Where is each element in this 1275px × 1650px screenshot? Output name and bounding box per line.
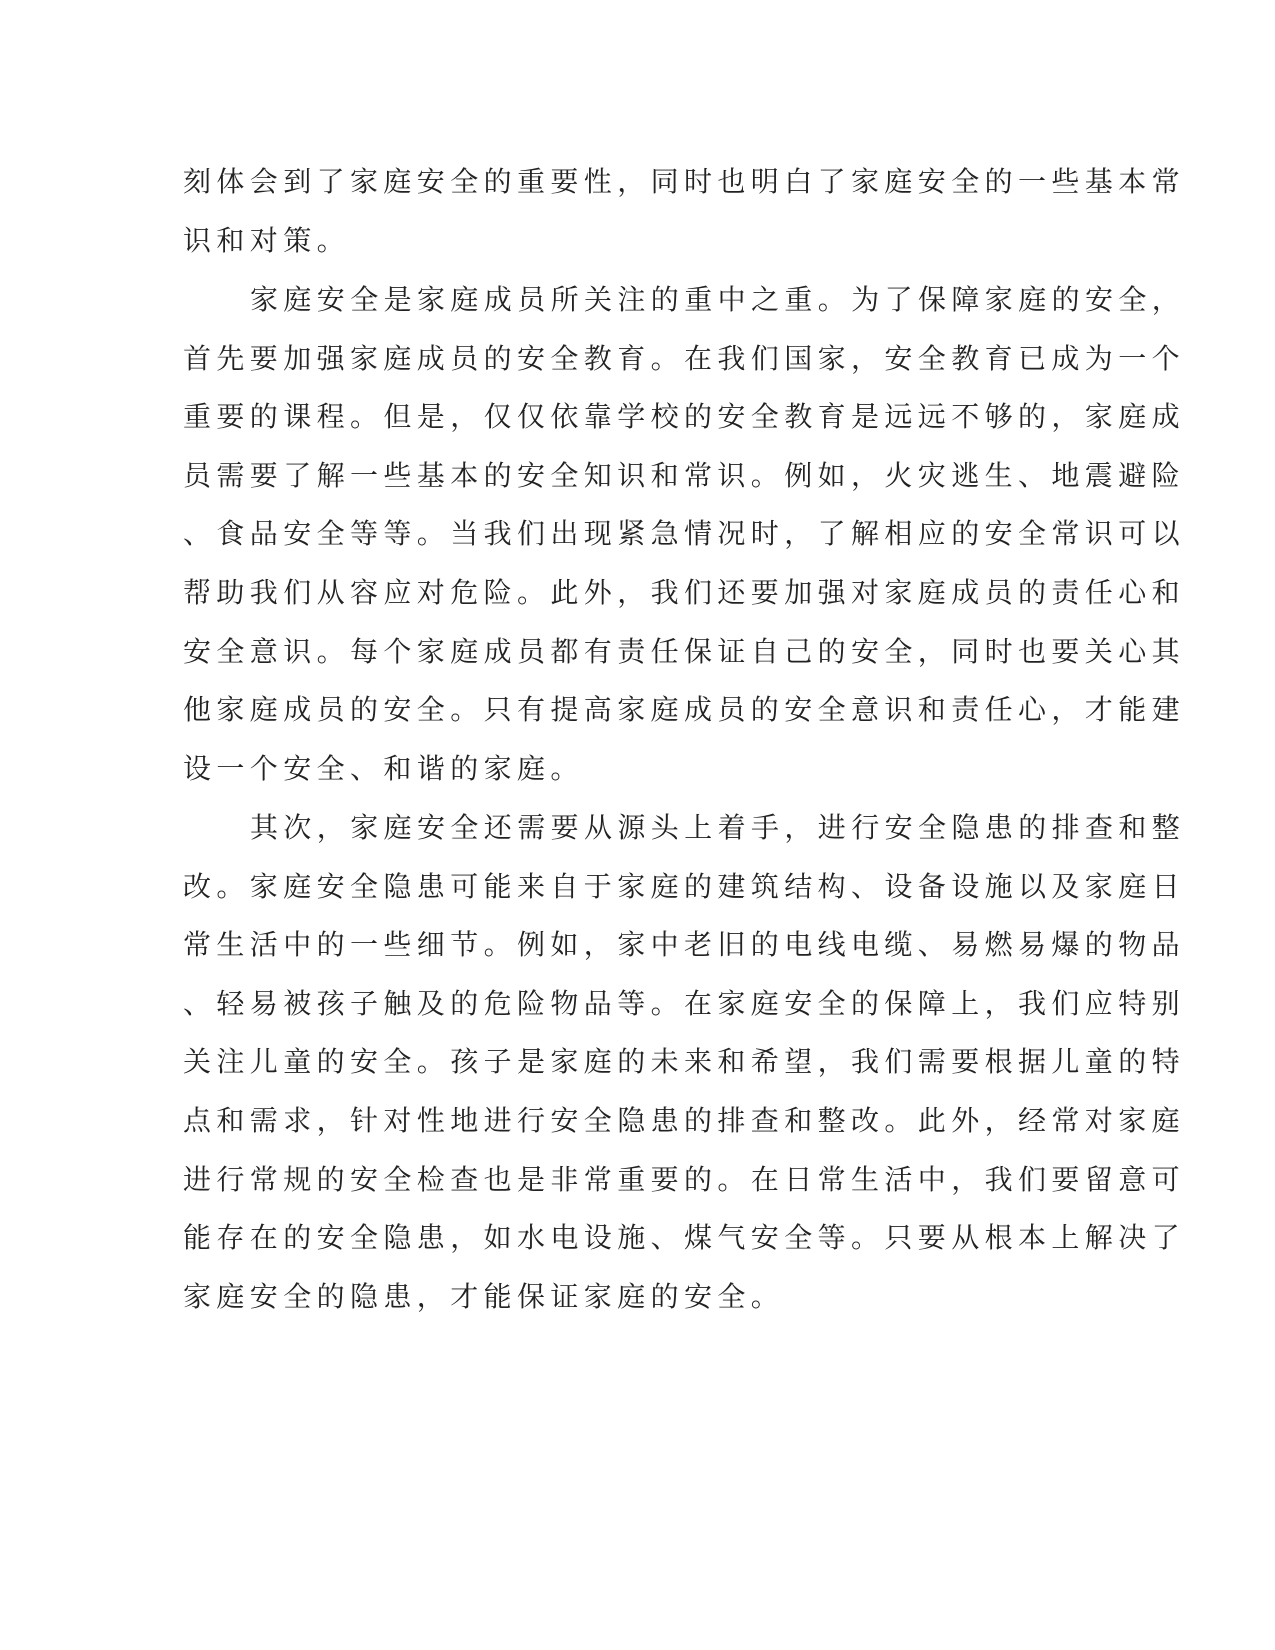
text-line: 员需要了解一些基本的安全知识和常识。例如，火灾逃生、地震避险 [183,459,1186,492]
paragraph-first-line: 其次，家庭安全还需要从源头上着手，进行安全隐患的排查和整 [250,811,1186,844]
text-line: 家庭安全的隐患，才能保证家庭的安全。 [183,1280,785,1313]
text-line: 点和需求，针对性地进行安全隐患的排查和整改。此外，经常对家庭 [183,1104,1186,1137]
text-line: 安全意识。每个家庭成员都有责任保证自己的安全，同时也要关心其 [183,635,1186,668]
text-line: 常生活中的一些细节。例如，家中老旧的电线电缆、易燃易爆的物品 [183,928,1186,961]
text-line: 、轻易被孩子触及的危险物品等。在家庭安全的保障上，我们应特别 [183,987,1186,1020]
paragraph-first-line: 家庭安全是家庭成员所关注的重中之重。为了保障家庭的安全， [250,283,1186,316]
text-line: 改。家庭安全隐患可能来自于家庭的建筑结构、设备设施以及家庭日 [183,870,1186,903]
text-line: 帮助我们从容应对危险。此外，我们还要加强对家庭成员的责任心和 [183,576,1186,609]
text-line: 刻体会到了家庭安全的重要性，同时也明白了家庭安全的一些基本常 [183,165,1186,198]
text-line: 他家庭成员的安全。只有提高家庭成员的安全意识和责任心，才能建 [183,693,1186,726]
text-line: 、食品安全等等。当我们出现紧急情况时，了解相应的安全常识可以 [183,517,1186,550]
text-line: 设一个安全、和谐的家庭。 [183,752,584,785]
text-line: 重要的课程。但是，仅仅依靠学校的安全教育是远远不够的，家庭成 [183,400,1186,433]
text-line: 关注儿童的安全。孩子是家庭的未来和希望，我们需要根据儿童的特 [183,1045,1186,1078]
text-line: 首先要加强家庭成员的安全教育。在我们国家，安全教育已成为一个 [183,342,1186,375]
text-line: 能存在的安全隐患，如水电设施、煤气安全等。只要从根本上解决了 [183,1221,1186,1254]
text-line: 识和对策。 [183,224,351,257]
text-line: 进行常规的安全检查也是非常重要的。在日常生活中，我们要留意可 [183,1163,1186,1196]
